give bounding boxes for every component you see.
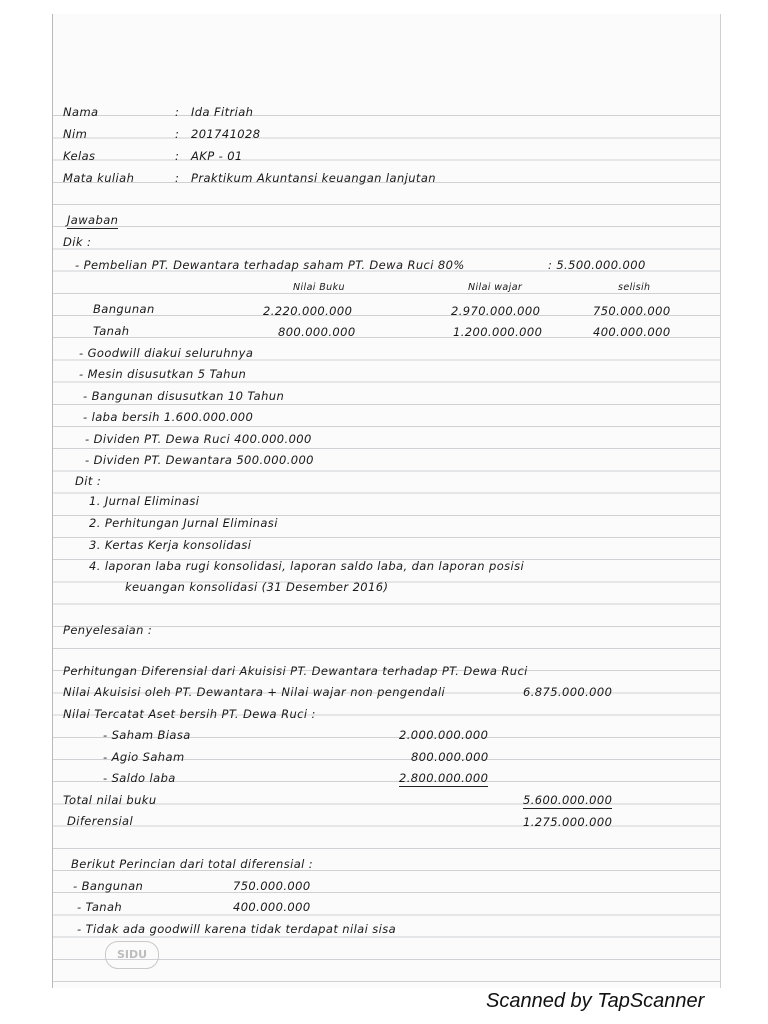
dit-item: keuangan konsolidasi (31 Desember 2016): [125, 580, 389, 594]
nilai-akuisisi-text: Nilai Akuisisi oleh PT. Dewantara + Nilai wajar non pengendali: [63, 685, 446, 699]
colon: :: [175, 127, 180, 141]
colon: :: [175, 149, 180, 163]
aset-value: 800.000.000: [411, 750, 489, 764]
colon: :: [175, 105, 180, 119]
nilai-akuisisi-value: 6.875.000.000: [523, 685, 613, 699]
nim-value: 201741028: [191, 127, 261, 141]
rincian-value: 400.000.000: [233, 900, 311, 914]
row-wajar: 2.970.000.000: [451, 304, 541, 318]
aset-value: 2.800.000.000: [399, 771, 489, 785]
scanner-watermark: Scanned by TapScanner: [486, 990, 705, 1012]
brand-stamp: SIDU: [105, 941, 159, 969]
notebook-page: [52, 14, 721, 988]
row-selisih: 750.000.000: [593, 304, 671, 318]
row-label: Tanah: [93, 324, 130, 338]
penyelesaian-title: Penyelesaian :: [63, 623, 153, 637]
pembelian-value: : 5.500.000.000: [548, 258, 646, 272]
aset-label: - Saham Biasa: [103, 728, 191, 742]
bullet-item: - laba bersih 1.600.000.000: [83, 410, 254, 424]
bullet-item: - Goodwill diakui seluruhnya: [79, 346, 254, 360]
matkul-label: Mata kuliah: [63, 171, 135, 185]
col-selisih: selisih: [618, 282, 651, 293]
dit-item: 2. Perhitungan Jurnal Eliminasi: [89, 516, 278, 530]
rincian-label: - Bangunan: [73, 879, 144, 893]
goodwill-note: - Tidak ada goodwill karena tidak terdapat nilai sisa: [77, 922, 397, 936]
colon: :: [175, 171, 180, 185]
total-value: 5.600.000.000: [523, 793, 613, 807]
nama-value: Ida Fitriah: [191, 105, 254, 119]
kelas-value: AKP - 01: [191, 149, 243, 163]
bullet-item: - Dividen PT. Dewa Ruci 400.000.000: [85, 432, 312, 446]
row-buku: 2.220.000.000: [263, 304, 353, 318]
bullet-item: - Dividen PT. Dewantara 500.000.000: [85, 453, 314, 467]
aset-label: - Agio Saham: [103, 750, 185, 764]
matkul-value: Praktikum Akuntansi keuangan lanjutan: [191, 171, 436, 185]
dit-item: 1. Jurnal Eliminasi: [89, 494, 200, 508]
nilai-tercatat-text: Nilai Tercatat Aset bersih PT. Dewa Ruci :: [63, 707, 316, 721]
nim-label: Nim: [63, 127, 88, 141]
col-nilai-buku: Nilai Buku: [293, 282, 345, 293]
rincian-label: - Tanah: [77, 900, 123, 914]
row-wajar: 1.200.000.000: [453, 325, 543, 339]
kelas-label: Kelas: [63, 149, 96, 163]
diferensial-value: 1.275.000.000: [523, 815, 613, 829]
dit-label: Dit :: [75, 474, 102, 488]
aset-label: - Saldo laba: [103, 771, 176, 785]
perhitungan-text: Perhitungan Diferensial dari Akuisisi PT. Dewantara terhadap PT. Dewa Ruci: [63, 664, 528, 678]
row-buku: 800.000.000: [278, 325, 356, 339]
bullet-item: - Bangunan disusutkan 10 Tahun: [83, 389, 285, 403]
dik-label: Dik :: [63, 235, 92, 249]
nama-label: Nama: [63, 105, 99, 119]
rincian-title: Berikut Perincian dari total diferensial :: [71, 857, 314, 871]
total-label: Total nilai buku: [63, 793, 157, 807]
rincian-value: 750.000.000: [233, 879, 311, 893]
dit-item: 4. laporan laba rugi konsolidasi, laporan saldo laba, dan laporan posisi: [89, 559, 525, 573]
pembelian-text: - Pembelian PT. Dewantara terhadap saham PT. Dewa Ruci 80%: [75, 258, 465, 272]
dit-item: 3. Kertas Kerja konsolidasi: [89, 538, 252, 552]
jawaban-title: Jawaban: [67, 213, 119, 227]
diferensial-label: Diferensial: [67, 814, 134, 828]
row-selisih: 400.000.000: [593, 325, 671, 339]
row-label: Bangunan: [93, 302, 155, 316]
col-nilai-wajar: Nilai wajar: [468, 282, 523, 293]
aset-value: 2.000.000.000: [399, 728, 489, 742]
bullet-item: - Mesin disusutkan 5 Tahun: [79, 367, 247, 381]
